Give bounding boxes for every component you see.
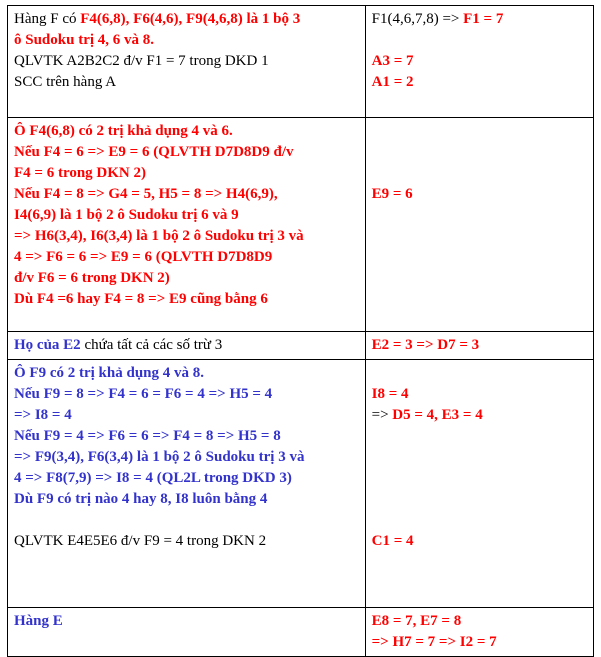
text-line — [14, 289, 360, 310]
text-segment: 4 => F8(7,9) => I8 = 4 (QL2L trong DKD 3) — [14, 470, 292, 486]
text-segment: đ/v F6 = 6 trong DKN 2) — [14, 270, 170, 286]
line-spacer — [372, 489, 588, 510]
text-line — [14, 611, 360, 632]
text-line — [14, 72, 360, 93]
text-segment: E2 = 3 => D7 = 3 — [371, 337, 480, 353]
table-row — [8, 608, 594, 657]
text-segment: C1 = 4 — [371, 533, 414, 549]
text-line — [372, 51, 588, 72]
text-line — [372, 9, 588, 30]
text-segment: E8 = 7, E7 = 8 — [371, 613, 462, 629]
text-segment: A1 = 2 — [371, 74, 414, 90]
text-line — [372, 405, 588, 426]
text-line — [372, 632, 588, 653]
text-segment: chứa tất cả các số trừ 3 — [80, 337, 223, 353]
text-segment: => H7 = 7 => I2 = 7 — [371, 634, 497, 650]
table-body — [8, 6, 594, 657]
text-segment: ô Sudoku trị 4, 6 và 8. — [14, 32, 155, 48]
line-spacer — [372, 121, 588, 142]
reasoning-cell — [8, 118, 366, 332]
text-line — [14, 205, 360, 226]
line-spacer — [372, 468, 588, 489]
text-segment: I4(6,9) là 1 bộ 2 ô Sudoku trị 6 và 9 — [14, 207, 239, 223]
text-line — [14, 405, 360, 426]
text-segment: Nếu F9 = 4 => F6 = 6 => F4 = 8 => H5 = 8 — [14, 428, 281, 444]
text-segment: => I8 = 4 — [14, 407, 72, 423]
text-segment: SCC trên hàng A — [14, 74, 117, 90]
table-row — [8, 332, 594, 360]
line-spacer — [14, 510, 360, 531]
line-spacer — [372, 30, 588, 51]
text-segment: => — [371, 407, 393, 423]
text-line — [14, 363, 360, 384]
table-row — [8, 360, 594, 608]
line-spacer — [372, 447, 588, 468]
text-line — [14, 226, 360, 247]
line-spacer — [372, 163, 588, 184]
text-segment: Ô F4(6,8) có 2 trị khả dụng 4 và 6. — [14, 123, 233, 139]
text-line — [14, 9, 360, 30]
text-line — [14, 426, 360, 447]
text-segment: Họ của E2 — [14, 337, 81, 353]
text-segment: A3 = 7 — [371, 53, 414, 69]
line-spacer — [372, 142, 588, 163]
text-line — [14, 384, 360, 405]
table-row — [8, 118, 594, 332]
text-line — [14, 489, 360, 510]
reasoning-cell — [8, 332, 366, 360]
text-line — [14, 30, 360, 51]
text-line — [14, 121, 360, 142]
result-cell — [365, 360, 593, 608]
solution-table — [7, 5, 594, 657]
text-segment: Nếu F9 = 8 => F4 = 6 = F6 = 4 => H5 = 4 — [14, 386, 273, 402]
line-spacer — [372, 426, 588, 447]
text-segment: F1 = 7 — [463, 11, 504, 27]
reasoning-cell — [8, 608, 366, 657]
text-segment: I8 = 4 — [371, 386, 409, 402]
text-segment: F4(6,8), F6(4,6), F9(4,6,8) là 1 bộ 3 — [80, 11, 301, 27]
text-line — [372, 384, 588, 405]
result-cell — [365, 332, 593, 360]
text-segment: => H6(3,4), I6(3,4) là 1 bộ 2 ô Sudoku trị 3 và — [14, 228, 304, 244]
text-segment: F4 = 6 trong DKN 2) — [14, 165, 147, 181]
text-segment: E9 = 6 — [371, 186, 413, 202]
text-line — [14, 531, 360, 552]
text-line — [372, 611, 588, 632]
text-segment: F1(4,6,7,8) => — [371, 11, 464, 27]
text-segment: Nếu F4 = 8 => G4 = 5, H5 = 8 => H4(6,9), — [14, 186, 278, 202]
text-segment: Hàng E — [14, 613, 63, 629]
text-line — [14, 447, 360, 468]
reasoning-cell — [8, 6, 366, 118]
result-cell — [365, 6, 593, 118]
text-line — [14, 268, 360, 289]
text-segment: QLVTK E4E5E6 đ/v F9 = 4 trong DKN 2 — [14, 533, 267, 549]
text-line — [14, 163, 360, 184]
text-line — [14, 184, 360, 205]
table-row — [8, 6, 594, 118]
text-line — [372, 72, 588, 93]
text-segment: D5 = 4, E3 = 4 — [392, 407, 483, 423]
text-line — [372, 531, 588, 552]
reasoning-cell — [8, 360, 366, 608]
result-cell — [365, 608, 593, 657]
text-segment: Ô F9 có 2 trị khả dụng 4 và 8. — [14, 365, 205, 381]
text-segment: => F9(3,4), F6(3,4) là 1 bộ 2 ô Sudoku trị 3 và — [14, 449, 305, 465]
text-segment: Nếu F4 = 6 => E9 = 6 (QLVTH D7D8D9 đ/v — [14, 144, 294, 160]
text-line — [14, 142, 360, 163]
text-line — [14, 468, 360, 489]
text-segment: Hàng F có — [14, 11, 81, 27]
result-cell — [365, 118, 593, 332]
text-segment: QLVTK A2B2C2 đ/v F1 = 7 trong DKD 1 — [14, 53, 269, 69]
text-segment: Dù F4 =6 hay F4 = 8 => E9 cũng bằng 6 — [14, 291, 268, 307]
text-segment: 4 => F6 = 6 => E9 = 6 (QLVTH D7D8D9 — [14, 249, 273, 265]
text-line — [372, 184, 588, 205]
text-line — [14, 247, 360, 268]
text-segment: Dù F9 có trị nào 4 hay 8, I8 luôn bằng 4 — [14, 491, 268, 507]
text-line — [14, 335, 360, 356]
text-line — [14, 51, 360, 72]
line-spacer — [372, 510, 588, 531]
text-line — [372, 335, 588, 356]
line-spacer — [372, 363, 588, 384]
